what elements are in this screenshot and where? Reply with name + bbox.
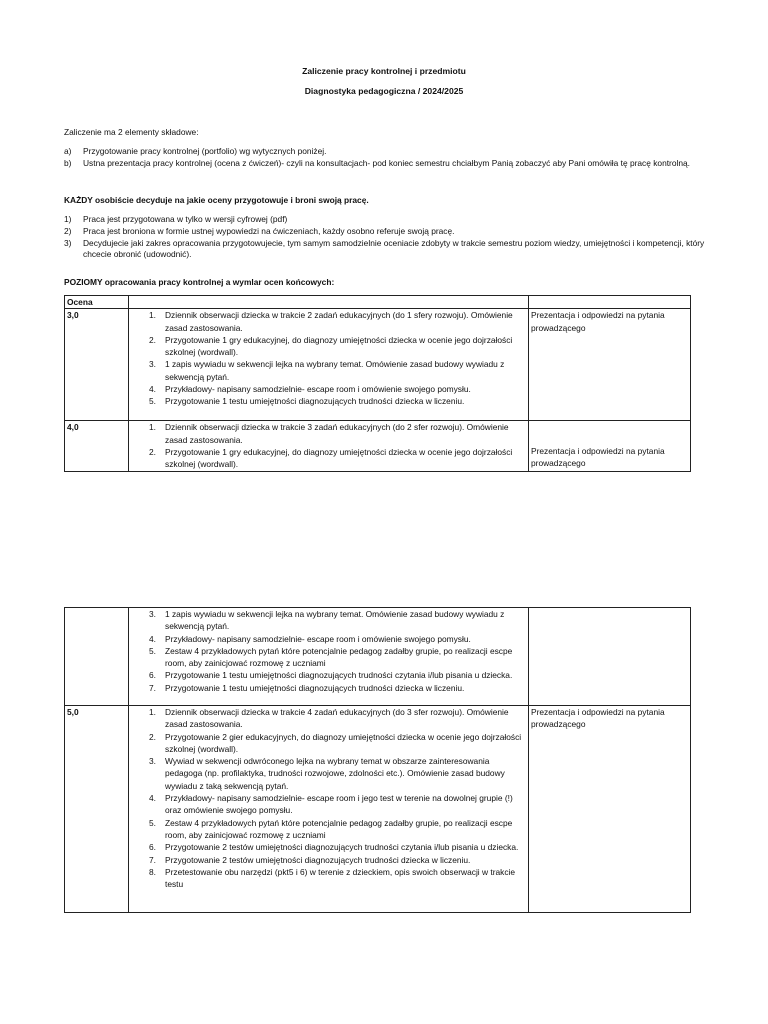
list-item [131,395,526,407]
item-text: 1 zapis wywiadu w sekwencji lejka na wybrany temat. Omówienie zasad budowy wywiadu z sekwencją pytań. [165,359,505,382]
intro-text: Zaliczenie ma 2 elementy składowe: [64,127,199,137]
requirements-cell [129,309,529,421]
list-item [131,309,526,334]
list-marker: 3) [64,237,72,248]
requirements-list [131,309,526,407]
each-person-note: KAŻDY osobiście decyduje na jakie oceny przygotowuje i broni swoją pracę. [64,195,369,205]
item-number: 2. [149,446,156,457]
list-marker: a) [64,146,72,156]
item-text: Przygotowanie 1 testu umiejętności diagnozujących trudności czytania i/lub pisania u dziecka. [165,670,513,681]
item-text: Wywiad w sekwencji odwróconego lejka na wybrany temat w obszarze zainteresowania pedagoga (np. profilaktyka, trudności rozwojowe, zdolności etc.). Omówienie zasad budowy wywiadu z taką sekwencją pytań. [165,756,505,791]
list-item [131,841,526,853]
list-item [131,645,526,670]
list-item [131,792,526,817]
item-number: 4. [149,793,156,804]
table-cell [529,608,691,706]
list-item [131,669,526,681]
list-item [131,633,526,645]
item-text: Przygotowanie 2 testów umiejętności diagnozujących trudności dziecka w liczeniu. [165,854,471,865]
grade-cell [65,608,129,706]
item-number: 5. [149,645,156,656]
item-text: Przykładowy- napisany samodzielnie- escape room i omówienie swojego pomysłu. [165,633,471,644]
item-number: 2. [149,334,156,345]
list-item [64,158,714,170]
list-item [131,334,526,359]
list-item [131,446,526,471]
item-text: Dziennik obserwacji dziecka w trakcie 3 zadań edukacyjnych (do 2 sfer rozwoju). Omówienie zasad zastosowania. [165,422,509,445]
list-item [131,608,526,633]
item-text: Dziennik obserwacji dziecka w trakcie 2 zadań edukacyjnych (do 1 sfery rozwoju). Omówienie zasad zastosowania. [165,310,513,333]
item-number: 1. [149,422,156,433]
list-item [131,421,526,446]
list-item [64,238,714,262]
item-number: 3. [149,756,156,767]
list-item [64,214,714,226]
item-number: 7. [149,682,156,693]
list-item-text: Praca jest broniona w formie ustnej wypowiedzi na ćwiczeniach, każdy osobno referuje swoją pracę. [83,225,455,236]
list-item [131,358,526,383]
list-item-text: Praca jest przygotowana w tylko w wersji cyfrowej (pdf) [83,214,288,224]
document-title: Zaliczenie pracy kontrolnej i przedmiotu [302,66,466,76]
rules-list [64,214,714,261]
item-number: 1. [149,310,156,321]
list-item [131,755,526,792]
grades-table-part1 [64,295,691,472]
item-text: Zestaw 4 przykładowych pytań które potencjalnie pedagog zadałby grupie, po realizacji escpe room, aby zainicjować rozmowę z uczniami [165,645,513,669]
list-item [131,682,526,694]
list-item-text: Decydujecie jaki zakres opracowania przygotowujecie, tym samym samodzielnie oceniacie zdobyty w trakcie semestru poziom wiedzy, umiejętności i kompetencji, który chcecie obronić (udowodnić). [83,237,705,260]
table-cell [529,296,691,309]
list-item [64,146,714,158]
list-item-text: Ustna prezentacja pracy kontrolnej (ocena z ćwiczeń)- czyli na konsultacjach- pod koniec semestru chciałbym Panią zobaczyć aby Pani omówiła tę pracę kontrolną. [83,157,691,168]
item-text: Przygotowanie 1 gry edukacyjnej, do diagnozy umiejętności dziecka w ocenie jego dojrzałości szkolnej (wordwall). [165,334,513,358]
table-header-row [65,296,691,309]
item-number: 6. [149,842,156,853]
item-number: 7. [149,854,156,865]
presentation-cell: Prezentacja i odpowiedzi na pytania prowadzącego [529,309,691,421]
table-row-grade-5 [65,706,691,913]
presentation-cell: Prezentacja i odpowiedzi na pytania prowadzącego [529,421,691,472]
table-row-grade-4 [65,421,691,472]
list-item [131,866,526,891]
item-number: 4. [149,633,156,644]
item-number: 5. [149,396,156,407]
item-text: Przygotowanie 1 gry edukacyjnej, do diagnozy umiejętności dziecka w ocenie jego dojrzałości szkolnej (wordwall). [165,446,513,470]
list-item [131,731,526,756]
list-item [131,854,526,866]
list-marker: 2) [64,225,72,236]
item-text: Dziennik obserwacji dziecka w trakcie 4 zadań edukacyjnych (do 3 sfer rozwoju). Omówienie zasad zastosowania. [165,707,509,730]
item-text: Zestaw 4 przykładowych pytań które potencjalnie pedagog zadałby grupie, po realizacji escpe room, aby zainicjować rozmowę z uczniami [165,817,513,840]
list-marker: b) [64,157,72,168]
requirements-cell [129,421,529,472]
levels-heading: POZIOMY opracowania pracy kontrolnej a wymlar ocen końcowych: [64,277,335,287]
requirements-list [131,608,526,694]
item-text: Przygotowanie 1 testu umiejętności diagnozujących trudności dziecka w liczeniu. [165,396,465,407]
item-number: 6. [149,670,156,681]
item-number: 5. [149,817,156,828]
item-text: Przykładowy- napisany samodzielnie- escape room i omówienie swojego pomysłu. [165,384,471,395]
requirements-cell [129,608,529,706]
grades-table-part2 [64,607,691,913]
item-text: Przetestowanie obu narzędzi (pkt5 i 6) w terenie z dzieckiem, opis swoich obserwacji w trakcie testu [165,866,516,890]
list-marker: 1) [64,214,72,224]
item-number: 1. [149,707,156,717]
document-subtitle: Diagnostyka pedagogiczna / 2024/2025 [304,86,464,96]
grade-cell: 3,0 [65,309,129,421]
item-number: 3. [149,359,156,370]
item-text: Przygotowanie 1 testu umiejętności diagnozujących trudności dziecka w liczeniu. [165,682,465,693]
table-cell [129,296,529,309]
item-text: Przygotowanie 2 testów umiejętności diagnozujących trudności czytania i/lub pisania u dziecka. [165,842,519,853]
list-item-text: Przygotowanie pracy kontrolnej (portfolio) wg wytycznych poniżej. [83,146,327,156]
requirements-list [131,706,526,890]
item-text: 1 zapis wywiadu w sekwencji lejka na wybrany temat. Omówienie zasad budowy wywiadu z sekwencją pytań. [165,609,505,632]
requirements-cell [129,706,529,913]
list-item [131,383,526,395]
grade-cell: 5,0 [65,706,129,913]
item-text: Przygotowanie 2 gier edukacyjnych, do diagnozy umiejętności dziecka w ocenie jego dojrzałości szkolnej (wordwall). [165,731,522,754]
grade-column-header: Ocena [65,296,129,309]
item-number: 8. [149,866,156,877]
item-number: 3. [149,609,156,619]
list-item [64,226,714,238]
list-item [131,817,526,842]
list-item [131,706,526,731]
item-text: Przykładowy- napisany samodzielnie- escape room i jego test w terenie na dowolnej grupie (!) oraz omówienie swojego pomysłu. [165,793,513,816]
table-row-grade-3 [65,309,691,421]
item-number: 4. [149,384,156,395]
table-row-grade-4-continued [65,608,691,706]
item-number: 2. [149,731,156,742]
presentation-cell: Prezentacja i odpowiedzi na pytania prowadzącego [529,706,691,913]
grade-cell: 4,0 [65,421,129,472]
requirements-list [131,421,526,470]
elements-list [64,146,714,170]
